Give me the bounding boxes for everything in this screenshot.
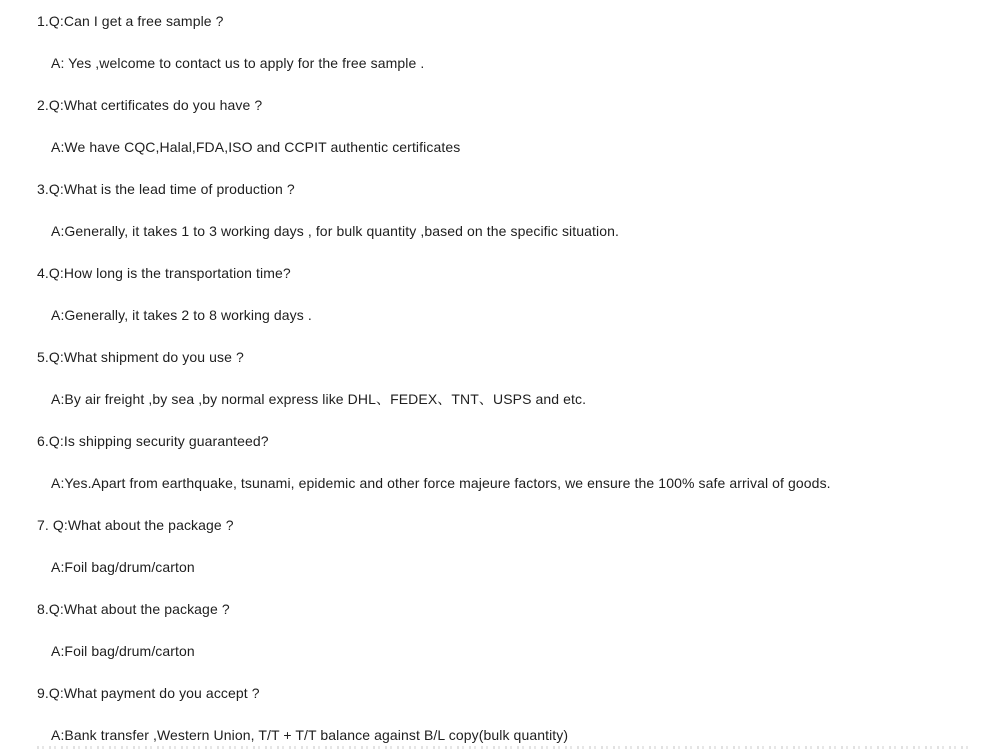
faq-question-1: 1.Q:Can I get a free sample ? xyxy=(37,13,224,29)
faq-question-4: 4.Q:How long is the transportation time? xyxy=(37,265,291,281)
faq-question-8: 8.Q:What about the package ? xyxy=(37,601,230,617)
faq-answer-9: A:Bank transfer ,Western Union, T/T + T/T balance against B/L copy(bulk quantity) xyxy=(51,727,569,743)
faq-answer-7: A:Foil bag/drum/carton xyxy=(51,559,195,575)
faq-question-9: 9.Q:What payment do you accept ? xyxy=(37,685,260,701)
faq-answer-2: A:We have CQC,Halal,FDA,ISO and CCPIT authentic certificates xyxy=(51,139,461,155)
faq-answer-6: A:Yes.Apart from earthquake, tsunami, epidemic and other force majeure factors, we ensure the 100% safe arrival of goods. xyxy=(51,475,831,491)
faq-answer-3: A:Generally, it takes 1 to 3 working days , for bulk quantity ,based on the specific situation. xyxy=(51,223,619,239)
clipped-next-line-artifact xyxy=(37,746,972,749)
faq-question-5: 5.Q:What shipment do you use ? xyxy=(37,349,244,365)
faq-question-2: 2.Q:What certificates do you have ? xyxy=(37,97,263,113)
faq-question-7: 7. Q:What about the package ? xyxy=(37,517,234,533)
faq-answer-1: A: Yes ,welcome to contact us to apply for the free sample . xyxy=(51,55,425,71)
faq-answer-5: A:By air freight ,by sea ,by normal express like DHL、FEDEX、TNT、USPS and etc. xyxy=(51,391,587,407)
faq-answer-8: A:Foil bag/drum/carton xyxy=(51,643,195,659)
faq-question-6: 6.Q:Is shipping security guaranteed? xyxy=(37,433,269,449)
faq-answer-4: A:Generally, it takes 2 to 8 working days . xyxy=(51,307,312,323)
faq-question-3: 3.Q:What is the lead time of production ? xyxy=(37,181,295,197)
